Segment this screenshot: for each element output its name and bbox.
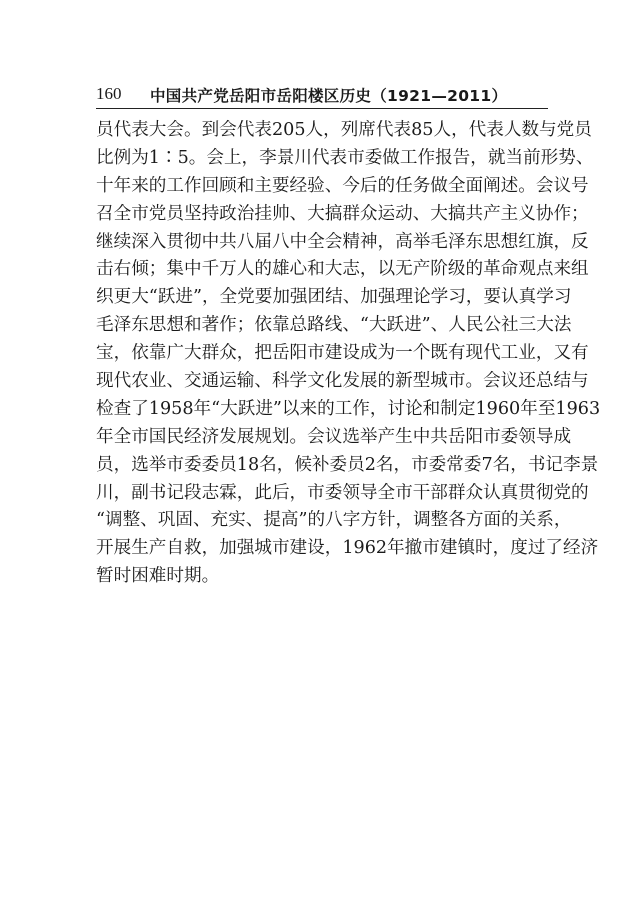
text-line: 召全市党员坚持政治挂帅、大搞群众运动、大搞共产主义协作； <box>96 203 589 224</box>
text-line: 现代农业、交通运输、科学文化发展的新型城市。会议还总结与 <box>96 371 589 392</box>
text-line: 十年来的工作回顾和主要经验、今后的任务做全面阐述。会议号 <box>96 175 589 196</box>
text-line: 检查了1958年“大跃进”以来的工作，讨论和制定1960年至1963 <box>96 398 601 419</box>
running-title: 中国共产党岳阳市岳阳楼区历史（1921—2011） <box>150 87 508 105</box>
page-header <box>96 82 548 109</box>
text-line: 击右倾；集中千万人的雄心和大志，以无产阶级的革命观点来组 <box>96 259 589 280</box>
page-number: 160 <box>96 84 122 103</box>
body-text <box>96 117 601 591</box>
text-line: 员，选举市委委员18名，候补委员2名，市委常委7名，书记李景 <box>96 454 599 475</box>
text-line: 织更大“跃进”，全党要加强团结、加强理论学习，要认真学习 <box>96 287 572 308</box>
text-line: 继续深入贯彻中共八届八中全会精神，高举毛泽东思想红旗，反 <box>96 231 589 252</box>
text-line: “调整、巩固、充实、提高”的八字方针，调整各方面的关系， <box>96 510 572 531</box>
text-line: 川，副书记段志霖，此后，市委领导全市干部群众认真贯彻党的 <box>96 482 589 503</box>
text-line: 暂时困难时期。 <box>96 566 220 587</box>
text-line: 年全市国民经济发展规划。会议选举产生中共岳阳市委领导成 <box>96 426 572 447</box>
text-line: 员代表大会。到会代表205人，列席代表85人，代表人数与党员 <box>96 120 592 140</box>
text-line: 宝，依靠广大群众，把岳阳市建设成为一个既有现代工业，又有 <box>96 343 589 364</box>
text-line: 开展生产自救，加强城市建设，1962年撤市建镇时，度过了经济 <box>96 538 599 559</box>
text-line: 毛泽东思想和著作；依靠总路线、“大跃进”、人民公社三大法 <box>96 315 572 336</box>
text-line: 比例为1∶5。会上，李景川代表市委做工作报告，就当前形势、 <box>96 147 594 168</box>
